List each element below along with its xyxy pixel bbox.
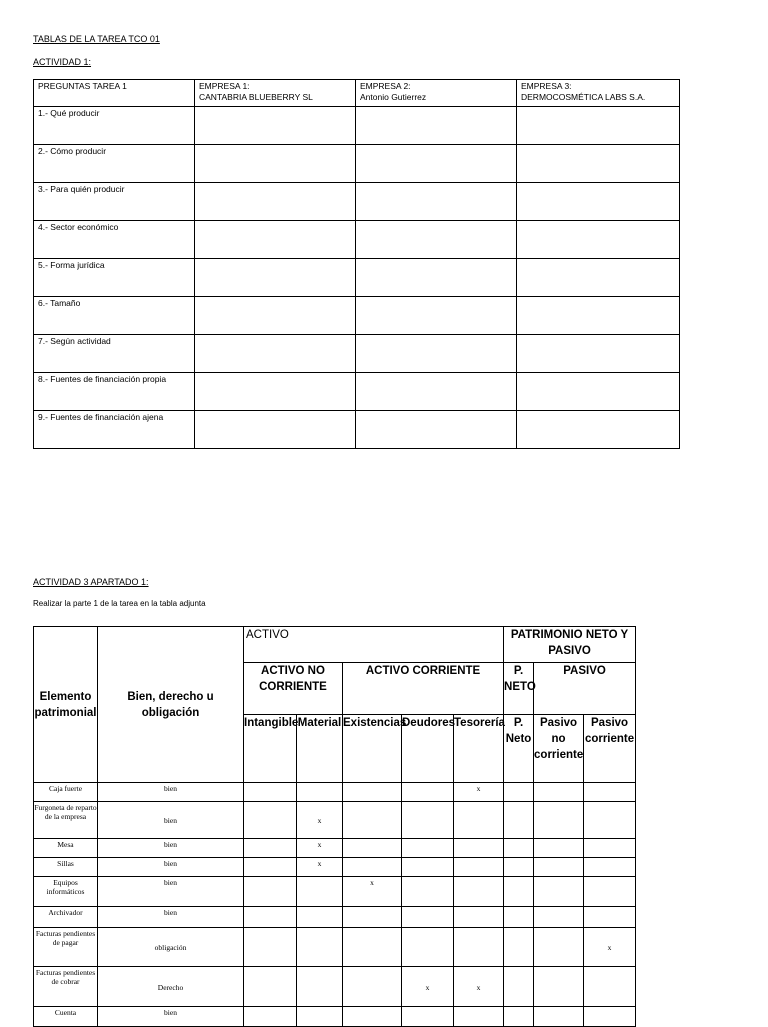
- mark-cell[interactable]: [504, 783, 534, 802]
- type-cell: bien: [98, 802, 244, 839]
- type-cell: bien: [98, 877, 244, 907]
- mark-cell[interactable]: x: [402, 967, 454, 1007]
- table-row: [34, 183, 680, 221]
- element-cell: Archivador: [34, 907, 98, 928]
- mark-cell[interactable]: [454, 858, 504, 877]
- answer-cell[interactable]: [356, 297, 517, 335]
- table-row: [34, 145, 680, 183]
- table-row: [34, 335, 680, 373]
- mark-cell[interactable]: [402, 783, 454, 802]
- existencias-header: Existencias: [343, 715, 402, 783]
- mark-cell[interactable]: [402, 839, 454, 858]
- answer-cell[interactable]: [195, 183, 356, 221]
- mark-cell[interactable]: [402, 858, 454, 877]
- table-row: [34, 373, 680, 411]
- type-cell: Derecho: [98, 967, 244, 1007]
- element-cell: Facturas pendientes de cobrar: [34, 967, 98, 1007]
- mark-cell[interactable]: [244, 928, 297, 967]
- answer-cell[interactable]: [195, 107, 356, 145]
- mark-cell[interactable]: [244, 802, 297, 839]
- answer-cell[interactable]: [195, 411, 356, 449]
- mark-cell[interactable]: [244, 783, 297, 802]
- mark-cell[interactable]: [534, 858, 584, 877]
- mark-cell[interactable]: [504, 877, 534, 907]
- mark-cell[interactable]: [534, 907, 584, 928]
- activity1-label: ACTIVIDAD 1:: [33, 57, 92, 67]
- question-cell: 7.- Según actividad: [34, 335, 195, 373]
- activity1-table: [33, 79, 680, 449]
- question-cell: 4.- Sector económico: [34, 221, 195, 259]
- table-row: [34, 107, 680, 145]
- answer-cell[interactable]: [517, 183, 680, 221]
- mark-cell[interactable]: x: [297, 839, 343, 858]
- mark-cell[interactable]: [534, 839, 584, 858]
- table-row: [34, 802, 636, 839]
- mark-cell[interactable]: [343, 858, 402, 877]
- table-row: [34, 839, 636, 858]
- mark-cell[interactable]: x: [584, 928, 636, 967]
- patrimonio-header: PATRIMONIO NETO Y PASIVO: [504, 627, 636, 663]
- mark-cell[interactable]: [343, 907, 402, 928]
- answer-cell[interactable]: [356, 183, 517, 221]
- question-cell: 3.- Para quién producir: [34, 183, 195, 221]
- pasivo-corriente-header: Pasivo corriente: [584, 715, 636, 783]
- answer-cell[interactable]: [356, 373, 517, 411]
- mark-cell[interactable]: [402, 877, 454, 907]
- table-row: [34, 297, 680, 335]
- mark-cell[interactable]: [584, 839, 636, 858]
- mark-cell[interactable]: [454, 877, 504, 907]
- mark-cell[interactable]: [504, 802, 534, 839]
- mark-cell[interactable]: x: [454, 783, 504, 802]
- table-row: [34, 858, 636, 877]
- question-cell: 6.- Tamaño: [34, 297, 195, 335]
- mark-cell[interactable]: [454, 839, 504, 858]
- p-neto-header: P. Neto: [504, 715, 534, 783]
- activity1-header-row: [34, 80, 680, 107]
- answer-cell[interactable]: [356, 107, 517, 145]
- mark-cell[interactable]: [534, 928, 584, 967]
- answer-cell[interactable]: [517, 259, 680, 297]
- activity3-instruction: Realizar la parte 1 de la tarea en la tabla adjunta: [33, 599, 206, 608]
- type-cell: bien: [98, 839, 244, 858]
- mark-cell[interactable]: [584, 858, 636, 877]
- mark-cell[interactable]: [584, 967, 636, 1007]
- mark-cell[interactable]: [244, 839, 297, 858]
- p-neto-group-header: P. NETO: [504, 663, 534, 715]
- header-cell: EMPRESA 3: DERMOCOSMÉTICA LABS S.A.: [517, 80, 680, 107]
- mark-cell[interactable]: x: [343, 877, 402, 907]
- mark-cell[interactable]: [534, 877, 584, 907]
- answer-cell[interactable]: [195, 145, 356, 183]
- answer-cell[interactable]: [356, 411, 517, 449]
- mark-cell[interactable]: [504, 907, 534, 928]
- answer-cell[interactable]: [356, 145, 517, 183]
- answer-cell[interactable]: [356, 221, 517, 259]
- table-row: [34, 907, 636, 928]
- mark-cell[interactable]: [402, 928, 454, 967]
- question-cell: 2.- Cómo producir: [34, 145, 195, 183]
- mark-cell[interactable]: [584, 907, 636, 928]
- element-cell: Furgoneta de reparto de la empresa: [34, 802, 98, 839]
- activity3-table: [33, 626, 636, 1027]
- answer-cell[interactable]: [517, 145, 680, 183]
- table-row: [34, 783, 636, 802]
- element-cell: Facturas pendientes de pagar: [34, 928, 98, 967]
- mark-cell[interactable]: [297, 967, 343, 1007]
- type-cell: bien: [98, 858, 244, 877]
- mark-cell[interactable]: [584, 877, 636, 907]
- mark-cell[interactable]: [534, 783, 584, 802]
- table-row: [34, 967, 636, 1007]
- question-cell: 5.- Forma jurídica: [34, 259, 195, 297]
- mark-cell[interactable]: [454, 907, 504, 928]
- element-cell: Mesa: [34, 839, 98, 858]
- activo-corriente-header: ACTIVO CORRIENTE: [343, 663, 504, 715]
- mark-cell[interactable]: [454, 928, 504, 967]
- element-cell: Sillas: [34, 858, 98, 877]
- document-title: TABLAS DE LA TAREA TCO 01: [33, 34, 160, 44]
- question-cell: 8.- Fuentes de financiación propia: [34, 373, 195, 411]
- mark-cell[interactable]: [343, 783, 402, 802]
- mark-cell[interactable]: [584, 783, 636, 802]
- answer-cell[interactable]: [517, 373, 680, 411]
- answer-cell[interactable]: [517, 107, 680, 145]
- mark-cell[interactable]: [402, 907, 454, 928]
- mark-cell[interactable]: [244, 907, 297, 928]
- header-cell: EMPRESA 1: CANTABRIA BLUEBERRY SL: [195, 80, 356, 107]
- mark-cell[interactable]: [244, 858, 297, 877]
- activo-header: ACTIVO: [244, 627, 504, 663]
- mark-cell[interactable]: [297, 907, 343, 928]
- mark-cell[interactable]: x: [454, 967, 504, 1007]
- material-header: Material: [297, 715, 343, 783]
- table-row: [34, 411, 680, 449]
- answer-cell[interactable]: [356, 259, 517, 297]
- answer-cell[interactable]: [195, 297, 356, 335]
- activity3-label: ACTIVIDAD 3 APARTADO 1:: [33, 577, 149, 587]
- element-cell: Equipos informáticos: [34, 877, 98, 907]
- mark-cell[interactable]: [584, 802, 636, 839]
- question-cell: 1.- Qué producir: [34, 107, 195, 145]
- table-row: [34, 928, 636, 967]
- mark-cell[interactable]: [343, 839, 402, 858]
- pasivo-header: PASIVO: [534, 663, 636, 715]
- question-cell: 9.- Fuentes de financiación ajena: [34, 411, 195, 449]
- answer-cell[interactable]: [517, 297, 680, 335]
- table-row: [34, 877, 636, 907]
- table-row: [34, 221, 680, 259]
- table-row: [34, 259, 680, 297]
- mark-cell[interactable]: [504, 967, 534, 1007]
- header-cell: EMPRESA 2: Antonio Gutierrez: [356, 80, 517, 107]
- deudores-header: Deudores: [402, 715, 454, 783]
- bien-header: Bien, derecho u obligación: [98, 627, 244, 783]
- intangible-header: Intangible: [244, 715, 297, 783]
- type-cell: bien: [98, 783, 244, 802]
- mark-cell[interactable]: [504, 858, 534, 877]
- answer-cell[interactable]: [356, 335, 517, 373]
- elemento-header: Elemento patrimonial: [34, 627, 98, 783]
- mark-cell[interactable]: [534, 967, 584, 1007]
- answer-cell[interactable]: [517, 335, 680, 373]
- type-cell: bien: [98, 1007, 244, 1027]
- element-cell: Caja fuerte: [34, 783, 98, 802]
- mark-cell[interactable]: [504, 928, 534, 967]
- answer-cell[interactable]: [195, 335, 356, 373]
- header-row: [34, 627, 636, 663]
- type-cell: bien: [98, 907, 244, 928]
- mark-cell[interactable]: [504, 839, 534, 858]
- element-cell: Cuenta: [34, 1007, 98, 1027]
- mark-cell[interactable]: [454, 802, 504, 839]
- answer-cell[interactable]: [195, 221, 356, 259]
- mark-cell[interactable]: [343, 802, 402, 839]
- mark-cell[interactable]: [343, 928, 402, 967]
- activo-no-corriente-header: ACTIVO NO CORRIENTE: [244, 663, 343, 715]
- mark-cell[interactable]: [297, 928, 343, 967]
- mark-cell[interactable]: x: [297, 858, 343, 877]
- answer-cell[interactable]: [195, 259, 356, 297]
- mark-cell[interactable]: [244, 877, 297, 907]
- mark-cell[interactable]: [343, 967, 402, 1007]
- mark-cell[interactable]: [297, 877, 343, 907]
- type-cell: obligación: [98, 928, 244, 967]
- header-cell: PREGUNTAS TAREA 1: [34, 80, 195, 107]
- mark-cell[interactable]: [534, 802, 584, 839]
- answer-cell[interactable]: [195, 373, 356, 411]
- tesoreria-header: Tesorería: [454, 715, 504, 783]
- answer-cell[interactable]: [517, 411, 680, 449]
- mark-cell[interactable]: [402, 802, 454, 839]
- answer-cell[interactable]: [517, 221, 680, 259]
- mark-cell[interactable]: [244, 967, 297, 1007]
- mark-cell[interactable]: x: [297, 802, 343, 839]
- pasivo-no-corriente-header: Pasivo no corriente: [534, 715, 584, 783]
- mark-cell[interactable]: [297, 783, 343, 802]
